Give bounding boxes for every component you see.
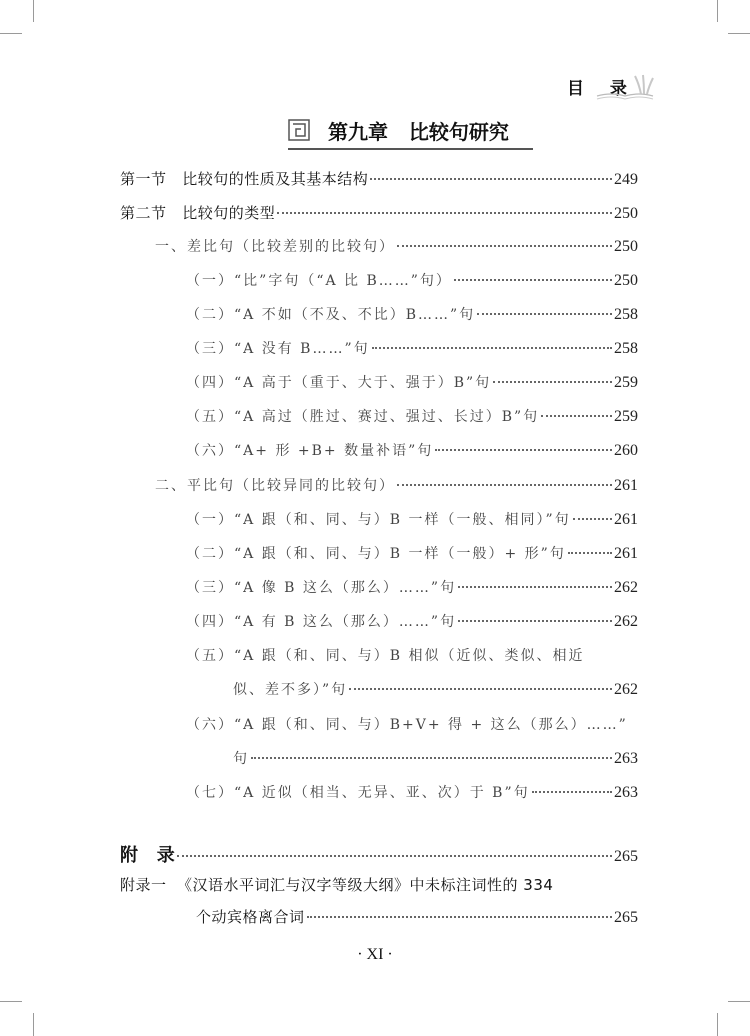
- page-folio: · XI ·: [357, 946, 393, 963]
- toc-entry[interactable]: （一）“比”字句（“A 比 B……”句） 250: [186, 272, 638, 289]
- crop-mark-bottom-right-h: [728, 1001, 750, 1002]
- leader-dots: [349, 687, 612, 690]
- leader-dots: [458, 585, 612, 588]
- leader-dots: [370, 177, 612, 180]
- toc-entry-line1[interactable]: （六）“A 跟（和、同、与）B+V+ 得 + 这么（那么）……”: [186, 717, 628, 733]
- book-wheat-icon: [591, 74, 655, 102]
- page-number: 258: [614, 306, 638, 323]
- leader-dots: [568, 551, 612, 554]
- page-number: 265: [614, 909, 638, 926]
- toc-entry-line1[interactable]: 附录一 《汉语水平词汇与汉字等级大纲》中未标注词性的 334: [120, 876, 554, 894]
- toc-entry[interactable]: （四）“A 高于（重于、大于、强于）B”句 259: [186, 374, 638, 391]
- leader-dots: [397, 244, 612, 247]
- toc-entry[interactable]: 第一节 比较句的性质及其基本结构 249: [120, 170, 638, 188]
- page-number: 261: [614, 545, 638, 562]
- page-number: 250: [614, 272, 638, 289]
- toc-entry[interactable]: （三）“A 没有 B……”句 258: [186, 340, 638, 357]
- page-number: 263: [614, 784, 638, 801]
- leader-dots: [573, 517, 612, 520]
- toc-entry[interactable]: （七）“A 近似（相当、无异、亚、次）于 B”句 263: [186, 784, 638, 801]
- toc-entry-line1[interactable]: （五）“A 跟（和、同、与）B 相似（近似、类似、相近: [186, 648, 585, 664]
- page-number: 263: [614, 750, 638, 767]
- leader-dots: [477, 312, 612, 315]
- page-number: 258: [614, 340, 638, 357]
- running-header-label: 目 录: [567, 79, 637, 99]
- page-number: 250: [614, 238, 638, 255]
- leader-dots: [541, 414, 612, 417]
- page-number: 262: [614, 613, 638, 630]
- toc-entry-appendix[interactable]: 附 录 265: [120, 845, 638, 866]
- page-number: 259: [614, 374, 638, 391]
- page-number: 249: [614, 171, 638, 188]
- crop-mark-bottom-right-v: [717, 1013, 718, 1036]
- page-number: 262: [614, 579, 638, 596]
- leader-dots: [372, 346, 612, 349]
- chapter-heading: [288, 116, 533, 150]
- toc-entry[interactable]: （一）“A 跟（和、同、与）B 一样（一般、相同）”句 261: [186, 511, 638, 528]
- leader-dots: [458, 619, 612, 622]
- page-number: 261: [614, 511, 638, 528]
- crop-mark-top-right-h: [728, 33, 750, 34]
- leader-dots: [177, 854, 612, 857]
- toc-entry-continuation[interactable]: 似、差不多）”句 262: [233, 681, 638, 698]
- leader-dots: [397, 483, 612, 486]
- toc-entry[interactable]: 第二节 比较句的类型 250: [120, 204, 638, 222]
- toc-entry-continuation[interactable]: 句 263: [233, 750, 638, 767]
- page-number: 261: [614, 477, 638, 494]
- leader-dots: [435, 448, 612, 451]
- toc-entry[interactable]: （四）“A 有 B 这么（那么）……”句 262: [186, 613, 638, 630]
- leader-dots: [454, 278, 612, 281]
- toc-entry[interactable]: （三）“A 像 B 这么（那么）……”句 262: [186, 579, 638, 596]
- page-number: 259: [614, 408, 638, 425]
- crop-mark-top-left-v: [33, 0, 34, 22]
- toc-entry-continuation[interactable]: 个动宾格离合词 265: [196, 908, 638, 926]
- crop-mark-bottom-left-v: [33, 1013, 34, 1036]
- crop-mark-top-right-v: [717, 0, 718, 22]
- page-number: 262: [614, 681, 638, 698]
- leader-dots: [251, 756, 612, 759]
- crop-mark-bottom-left-h: [0, 1001, 22, 1002]
- running-header: [567, 70, 657, 106]
- page-number: 260: [614, 442, 638, 459]
- leader-dots: [493, 380, 612, 383]
- toc-entry[interactable]: 二、平比句（比较异同的比较句） 261: [155, 477, 638, 494]
- square-spiral-icon: [288, 119, 310, 141]
- chapter-title: 第九章 比较句研究: [328, 120, 509, 144]
- toc-entry[interactable]: 一、差比句（比较差别的比较句） 250: [155, 238, 638, 255]
- leader-dots: [307, 915, 612, 918]
- leader-dots: [532, 790, 612, 793]
- toc-entry[interactable]: （二）“A 跟（和、同、与）B 一样（一般）+ 形”句 261: [186, 545, 638, 562]
- toc-entry[interactable]: （五）“A 高过（胜过、赛过、强过、长过）B”句 259: [186, 408, 638, 425]
- leader-dots: [277, 211, 612, 214]
- toc-entry[interactable]: （六）“A+ 形 +B+ 数量补语”句 260: [186, 442, 638, 459]
- page-number: 265: [614, 848, 638, 865]
- crop-mark-top-left-h: [0, 33, 22, 34]
- toc-entry[interactable]: （二）“A 不如（不及、不比）B……”句 258: [186, 306, 638, 323]
- page-number: 250: [614, 205, 638, 222]
